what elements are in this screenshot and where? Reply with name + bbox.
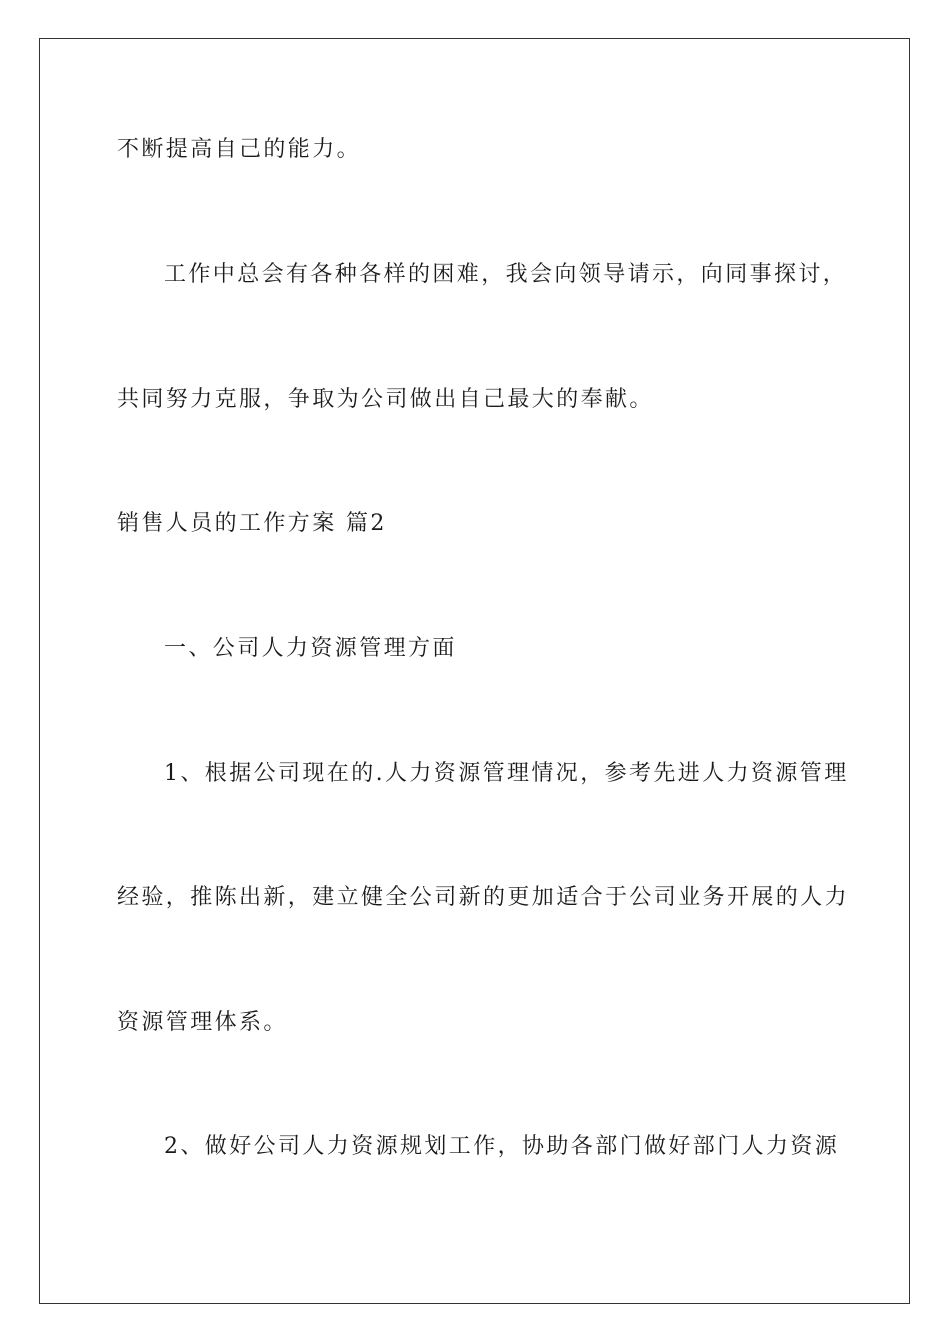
section-heading: 销售人员的工作方案 篇2 [117, 511, 387, 536]
paragraph-line: 资源管理体系。 [117, 1010, 288, 1035]
paragraph-line: 工作中总会有各种各样的困难，我会向领导请示，向同事探讨， [164, 262, 848, 287]
paragraph-line: 经验，推陈出新，建立健全公司新的更加适合于公司业务开展的人力 [117, 885, 850, 910]
page-border [39, 38, 910, 1304]
paragraph-line: 2、做好公司人力资源规划工作，协助各部门做好部门人力资源 [164, 1134, 840, 1159]
paragraph-line: 共同努力克服，争取为公司做出自己最大的奉献。 [117, 387, 654, 412]
paragraph-line: 不断提高自己的能力。 [117, 137, 362, 162]
paragraph-line: 1、根据公司现在的.人力资源管理情况，参考先进人力资源管理 [164, 761, 849, 786]
subsection-heading: 一、公司人力资源管理方面 [164, 636, 457, 661]
